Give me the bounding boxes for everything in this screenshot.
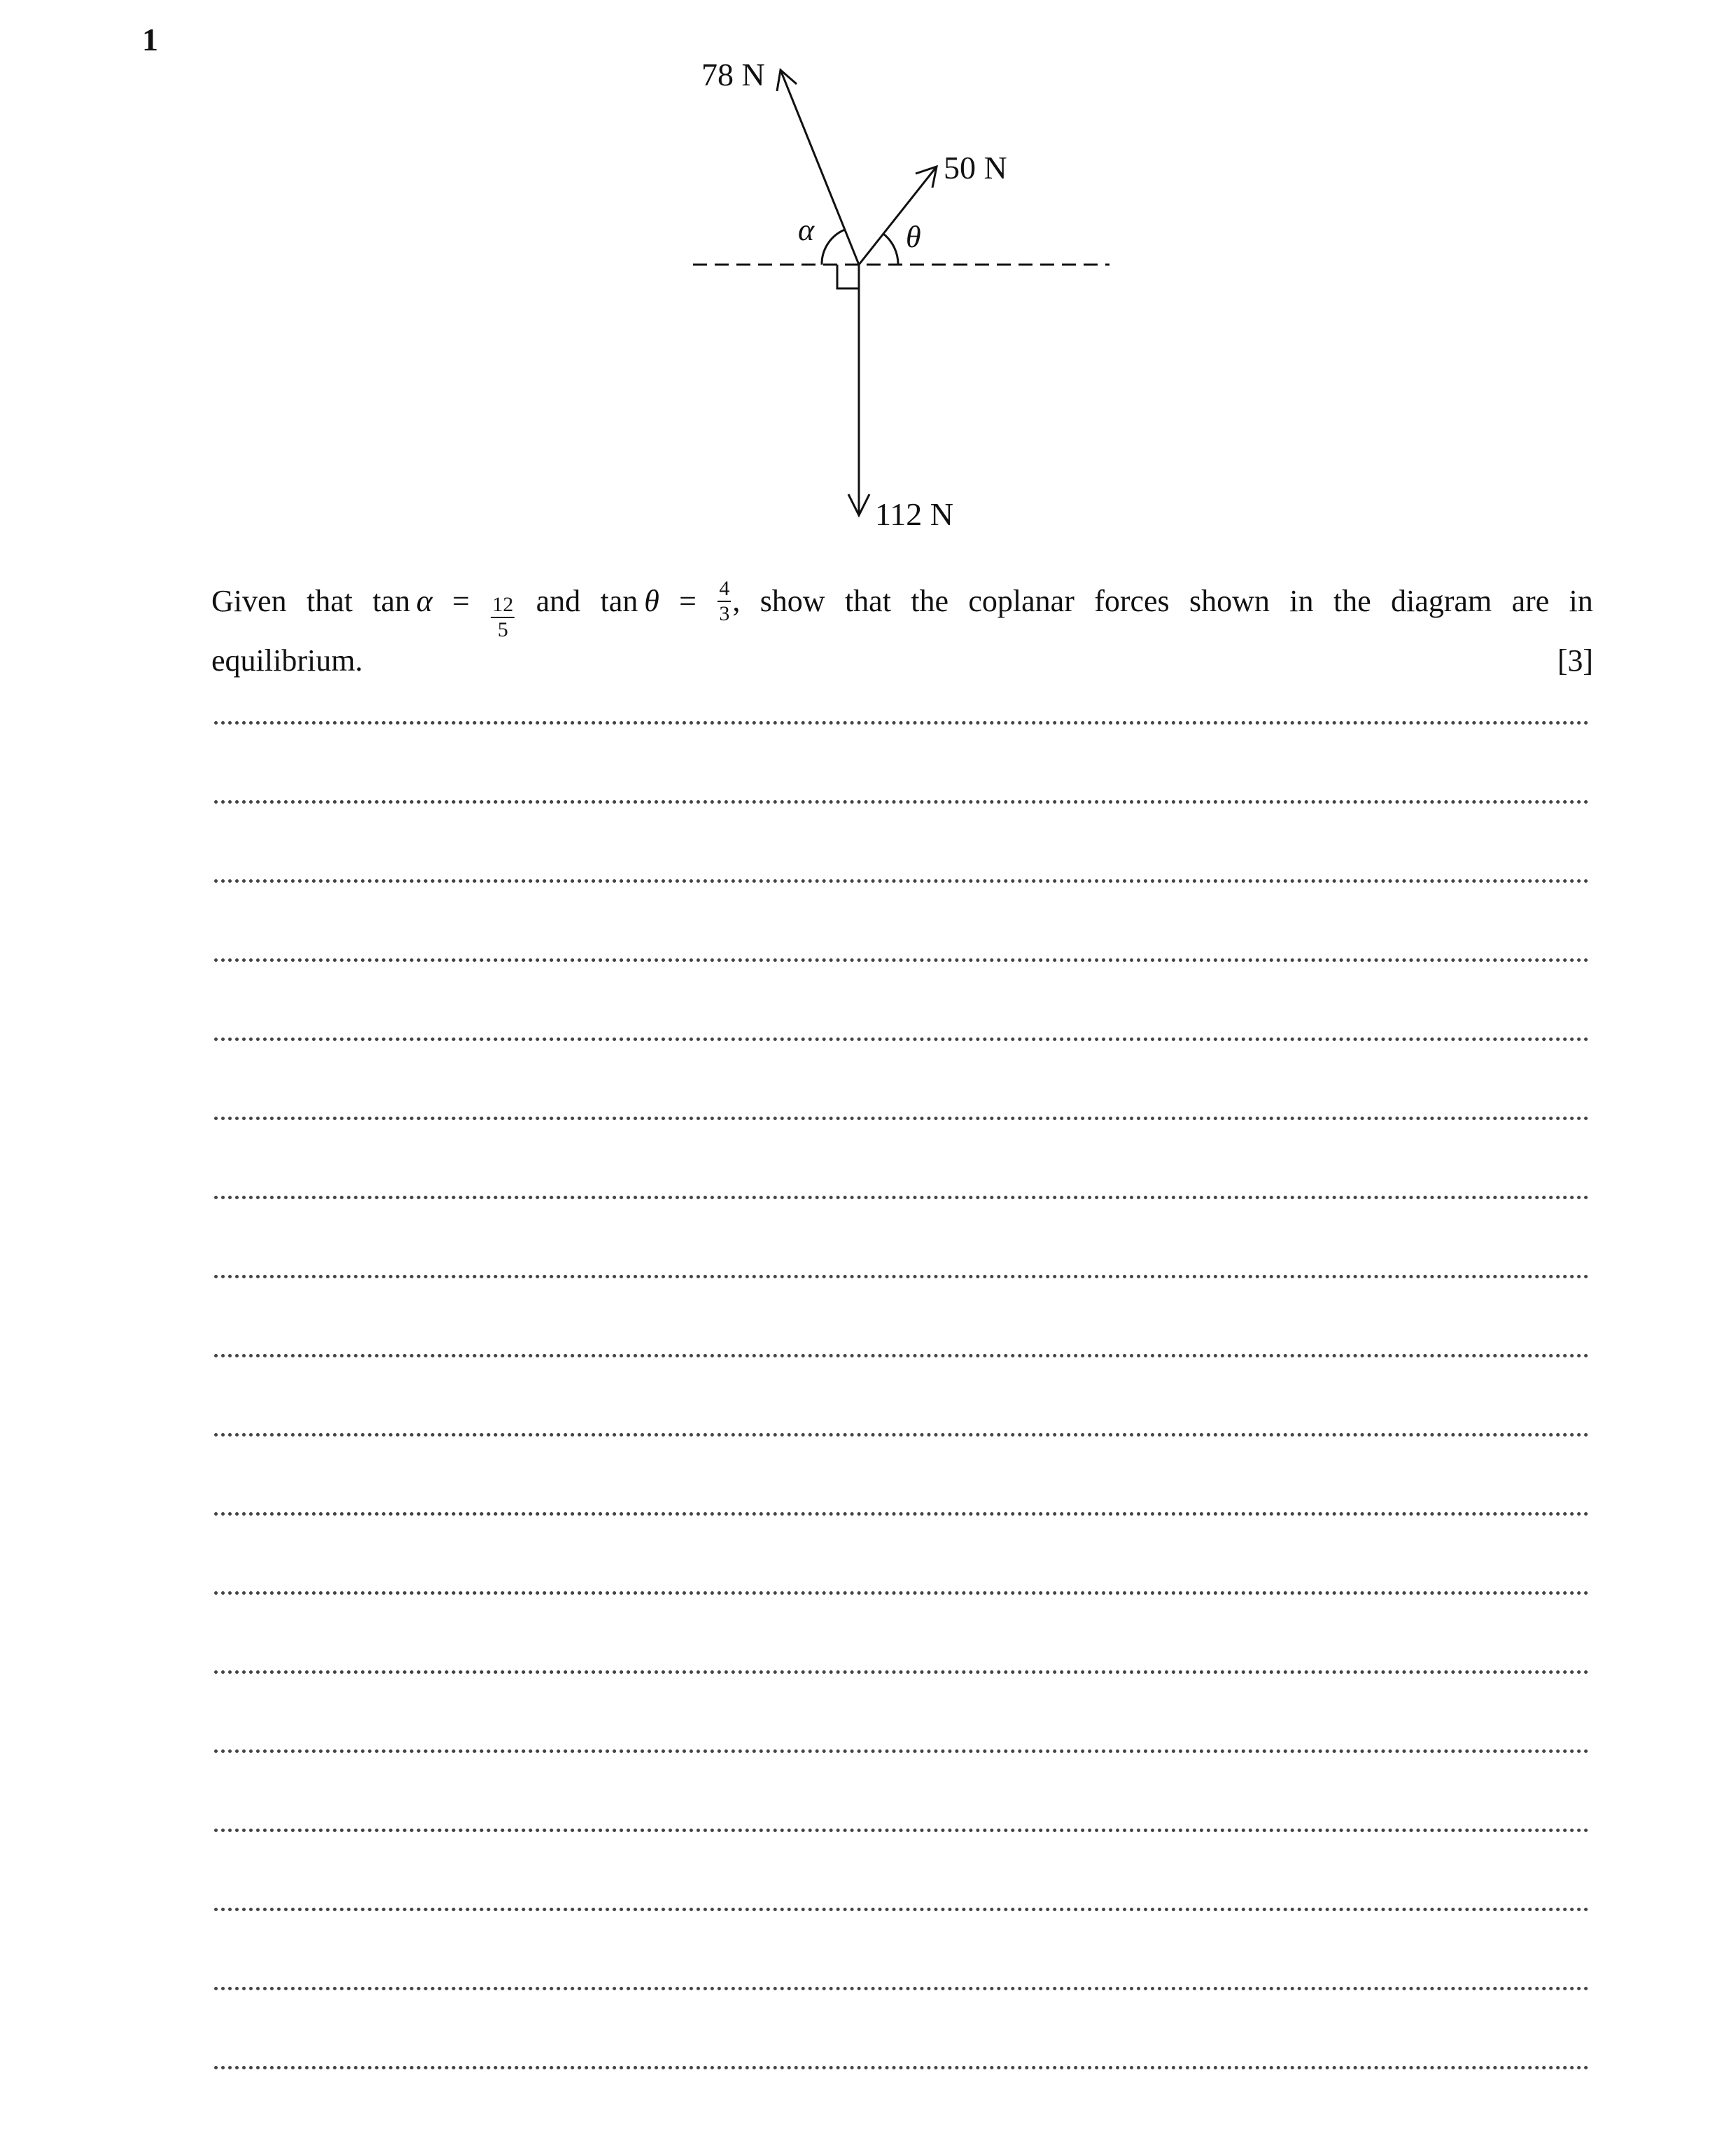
alpha-label: α <box>798 213 815 247</box>
answer-line[interactable] <box>214 1354 1589 1357</box>
answer-line[interactable] <box>214 2066 1589 2069</box>
word-that: that <box>306 583 353 618</box>
answer-line[interactable] <box>214 1512 1589 1516</box>
answer-line[interactable] <box>214 800 1589 804</box>
word-are: are <box>1511 583 1550 618</box>
answer-line[interactable] <box>214 1670 1589 1674</box>
word-coplanar: coplanar <box>968 583 1074 618</box>
fraction-4-over-3-group <box>716 578 740 624</box>
equals-sign-1: = <box>452 583 470 618</box>
fraction-2-numerator: 4 <box>718 578 731 602</box>
theta-angle-arc <box>883 234 898 265</box>
force-50n-arrow-line <box>859 167 937 265</box>
right-angle-marker <box>837 265 859 288</box>
force-50n-label: 50 N <box>944 150 1007 186</box>
answer-line[interactable] <box>214 1275 1589 1278</box>
word-shown: shown <box>1189 583 1270 618</box>
answer-lines[interactable] <box>214 721 1589 2145</box>
answer-line[interactable] <box>214 1196 1589 1199</box>
answer-line[interactable] <box>214 1829 1589 1832</box>
fraction-4-over-3 <box>718 578 731 624</box>
word-diagram: diagram <box>1390 583 1492 618</box>
answer-line[interactable] <box>214 1749 1589 1753</box>
marks-label: [3] <box>1557 643 1593 678</box>
tan-label: tan <box>600 583 638 618</box>
answer-line[interactable] <box>214 721 1589 725</box>
tan-theta-expression <box>601 581 659 622</box>
word-equilibrium: equilibrium. <box>211 643 363 678</box>
word-that-2: that <box>844 583 891 618</box>
answer-line[interactable] <box>214 1908 1589 1911</box>
word-and: and <box>536 583 581 618</box>
alpha-symbol: α <box>416 583 433 618</box>
question-line-1 <box>211 578 1593 641</box>
question-number: 1 <box>142 22 158 57</box>
theta-symbol: θ <box>644 583 659 618</box>
answer-line[interactable] <box>214 958 1589 962</box>
answer-line[interactable] <box>214 1117 1589 1120</box>
fraction-1-numerator: 12 <box>491 594 514 618</box>
answer-line[interactable] <box>214 1037 1589 1041</box>
answer-line[interactable] <box>214 1591 1589 1595</box>
word-given: Given <box>211 583 287 618</box>
word-show: show <box>760 583 825 618</box>
fraction-2-denominator: 3 <box>719 602 730 625</box>
fraction-12-over-5 <box>491 594 514 641</box>
alpha-angle-arc <box>822 230 845 265</box>
force-112n-label: 112 N <box>875 496 954 532</box>
word-in-2: in <box>1569 583 1593 618</box>
force-78n-label: 78 N <box>701 57 765 92</box>
fraction-1-denominator: 5 <box>497 617 508 641</box>
word-forces: forces <box>1094 583 1170 618</box>
tan-label: tan <box>372 583 410 618</box>
tan-alpha-expression <box>372 581 433 622</box>
question-text <box>211 578 1593 681</box>
word-in: in <box>1289 583 1314 618</box>
answer-line[interactable] <box>214 1987 1589 1990</box>
force-78n-arrow-line <box>780 70 859 265</box>
word-the: the <box>911 583 949 618</box>
word-the-2: the <box>1333 583 1371 618</box>
theta-label: θ <box>906 220 921 254</box>
answer-line[interactable] <box>214 1433 1589 1437</box>
answer-line[interactable] <box>214 879 1589 883</box>
force-diagram <box>0 0 1736 560</box>
equals-sign-2: = <box>679 583 696 618</box>
comma: , <box>732 583 741 618</box>
question-line-2 <box>211 641 1593 681</box>
